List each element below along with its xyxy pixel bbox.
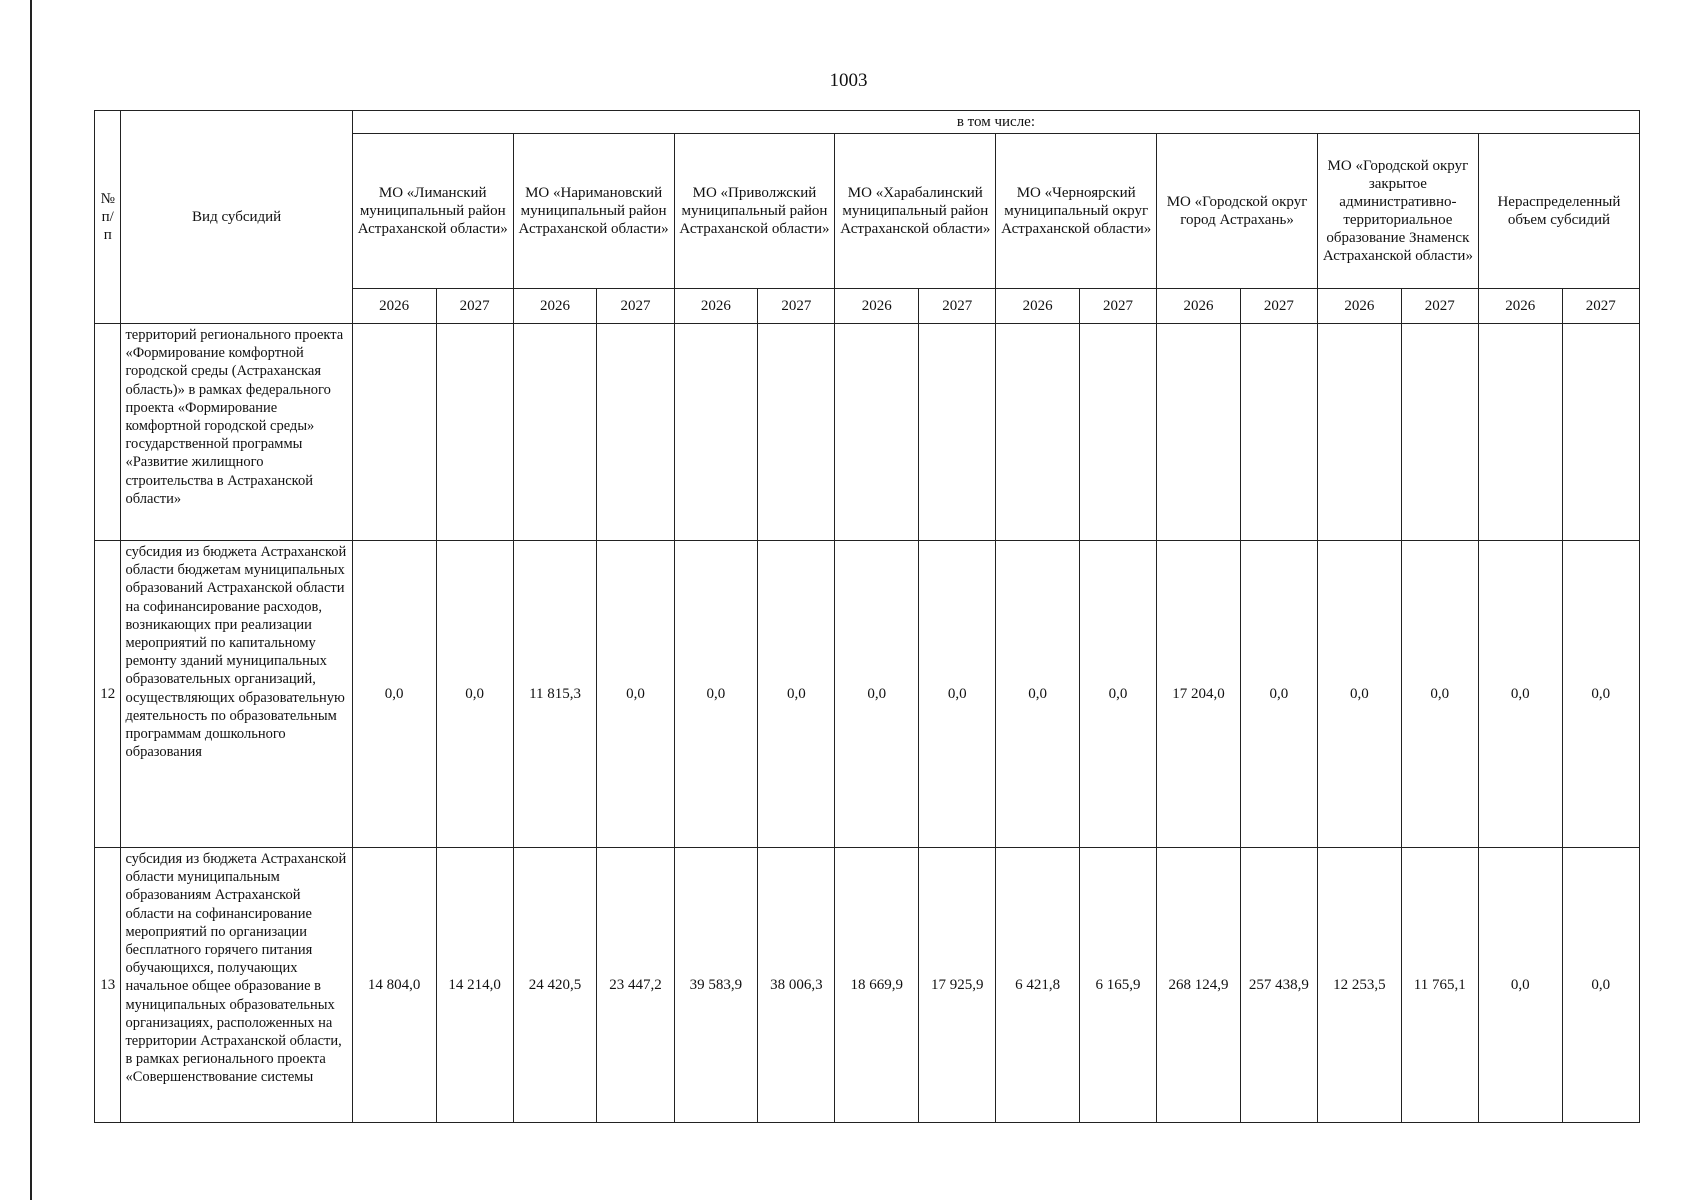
value-cell: 257 438,9	[1240, 848, 1317, 1123]
value-cell	[352, 324, 436, 541]
year-header: 2027	[919, 289, 996, 324]
value-cell: 18 669,9	[835, 848, 919, 1123]
value-cell: 23 447,2	[597, 848, 674, 1123]
value-cell: 14 804,0	[352, 848, 436, 1123]
row-number	[95, 324, 121, 541]
value-cell	[513, 324, 597, 541]
value-cell: 0,0	[1478, 541, 1562, 848]
page-number: 1003	[829, 70, 868, 91]
col-subsidy-type-header: Вид субсидий	[121, 111, 352, 324]
value-cell: 0,0	[1478, 848, 1562, 1123]
year-header: 2026	[513, 289, 597, 324]
value-cell: 24 420,5	[513, 848, 597, 1123]
value-cell: 14 214,0	[436, 848, 513, 1123]
value-cell	[1079, 324, 1156, 541]
value-cell	[436, 324, 513, 541]
value-cell: 12 253,5	[1317, 848, 1401, 1123]
year-header: 2026	[352, 289, 436, 324]
value-cell: 0,0	[835, 541, 919, 848]
binder-edge-line	[30, 0, 32, 1200]
value-cell: 0,0	[674, 541, 758, 848]
entity-header-znamensk: МО «Городской округ закрытое административно-территориальное образование Знаменск Астраханской области»	[1317, 134, 1478, 289]
value-cell: 0,0	[1401, 541, 1478, 848]
value-cell: 0,0	[758, 541, 835, 848]
entity-header-limansky: МО «Лиманский муниципальный район Астраханской области»	[352, 134, 513, 289]
value-cell: 268 124,9	[1157, 848, 1241, 1123]
value-cell	[835, 324, 919, 541]
including-header: в том числе:	[352, 111, 1639, 134]
value-cell: 11 765,1	[1401, 848, 1478, 1123]
entity-header-astrakhan-city: МО «Городской округ город Астрахань»	[1157, 134, 1318, 289]
value-cell	[996, 324, 1080, 541]
value-cell: 11 815,3	[513, 541, 597, 848]
year-header: 2027	[597, 289, 674, 324]
value-cell	[1317, 324, 1401, 541]
row-description: территорий регионального проекта «Формирование комфортной городской среды (Астраханская область)» в рамках федерального проекта «Формирование комфортной городской среды» государственной программы «Развитие жилищного строительства в Астраханской области»	[121, 324, 352, 541]
value-cell: 0,0	[1317, 541, 1401, 848]
value-cell: 0,0	[1562, 541, 1639, 848]
table-row	[95, 324, 1640, 541]
row-description: субсидия из бюджета Астраханской области бюджетам муниципальных образований Астраханской области на софинансирование расходов, возникающих при реализации мероприятий по капитальному ремонту зданий муниципальных образовательных организаций, осуществляющих образовательную деятельность по образовательным программам дошкольного образования	[121, 541, 352, 848]
entity-header-chernoyarsky: МО «Черноярский муниципальный округ Астраханской области»	[996, 134, 1157, 289]
year-header: 2027	[758, 289, 835, 324]
value-cell: 0,0	[597, 541, 674, 848]
value-cell: 0,0	[352, 541, 436, 848]
table-row	[95, 541, 1640, 848]
year-header: 2026	[1478, 289, 1562, 324]
value-cell: 0,0	[1240, 541, 1317, 848]
value-cell	[1401, 324, 1478, 541]
year-header: 2026	[835, 289, 919, 324]
entity-header-privolzhsky: МО «Приволжский муниципальный район Астраханской области»	[674, 134, 835, 289]
value-cell: 0,0	[996, 541, 1080, 848]
value-cell: 39 583,9	[674, 848, 758, 1123]
year-header: 2027	[1079, 289, 1156, 324]
year-header: 2026	[1317, 289, 1401, 324]
value-cell	[758, 324, 835, 541]
value-cell	[1562, 324, 1639, 541]
value-cell: 6 421,8	[996, 848, 1080, 1123]
value-cell	[1478, 324, 1562, 541]
value-cell: 0,0	[1079, 541, 1156, 848]
year-header: 2027	[436, 289, 513, 324]
row-number: 12	[95, 541, 121, 848]
entity-header-unallocated: Нераспределенный объем субсидий	[1478, 134, 1639, 289]
value-cell: 6 165,9	[1079, 848, 1156, 1123]
row-description: субсидия из бюджета Астраханской области муниципальным образованиям Астраханской области на софинансирование мероприятий по организации бесплатного горячего питания обучающихся, получающих начальное общее образование в муниципальных образовательных организациях, расположенных на территории Астраханской области, в рамках регионального проекта «Совершенствование системы	[121, 848, 352, 1123]
year-header: 2027	[1562, 289, 1639, 324]
year-header: 2026	[996, 289, 1080, 324]
value-cell	[919, 324, 996, 541]
year-header: 2026	[1157, 289, 1241, 324]
entity-header-kharabalinsky: МО «Харабалинский муниципальный район Астраханской области»	[835, 134, 996, 289]
year-header: 2026	[674, 289, 758, 324]
value-cell	[1157, 324, 1241, 541]
value-cell	[597, 324, 674, 541]
table-row	[95, 848, 1640, 1123]
value-cell: 0,0	[919, 541, 996, 848]
value-cell: 0,0	[436, 541, 513, 848]
col-number-header: № п/п	[95, 111, 121, 324]
value-cell: 17 204,0	[1157, 541, 1241, 848]
value-cell	[674, 324, 758, 541]
subsidy-table	[94, 110, 1640, 1123]
row-number: 13	[95, 848, 121, 1123]
entity-header-narimanovsky: МО «Наримановский муниципальный район Астраханской области»	[513, 134, 674, 289]
value-cell: 0,0	[1562, 848, 1639, 1123]
value-cell	[1240, 324, 1317, 541]
year-header: 2027	[1240, 289, 1317, 324]
value-cell: 38 006,3	[758, 848, 835, 1123]
header-row-including	[95, 111, 1640, 134]
year-header: 2027	[1401, 289, 1478, 324]
value-cell: 17 925,9	[919, 848, 996, 1123]
